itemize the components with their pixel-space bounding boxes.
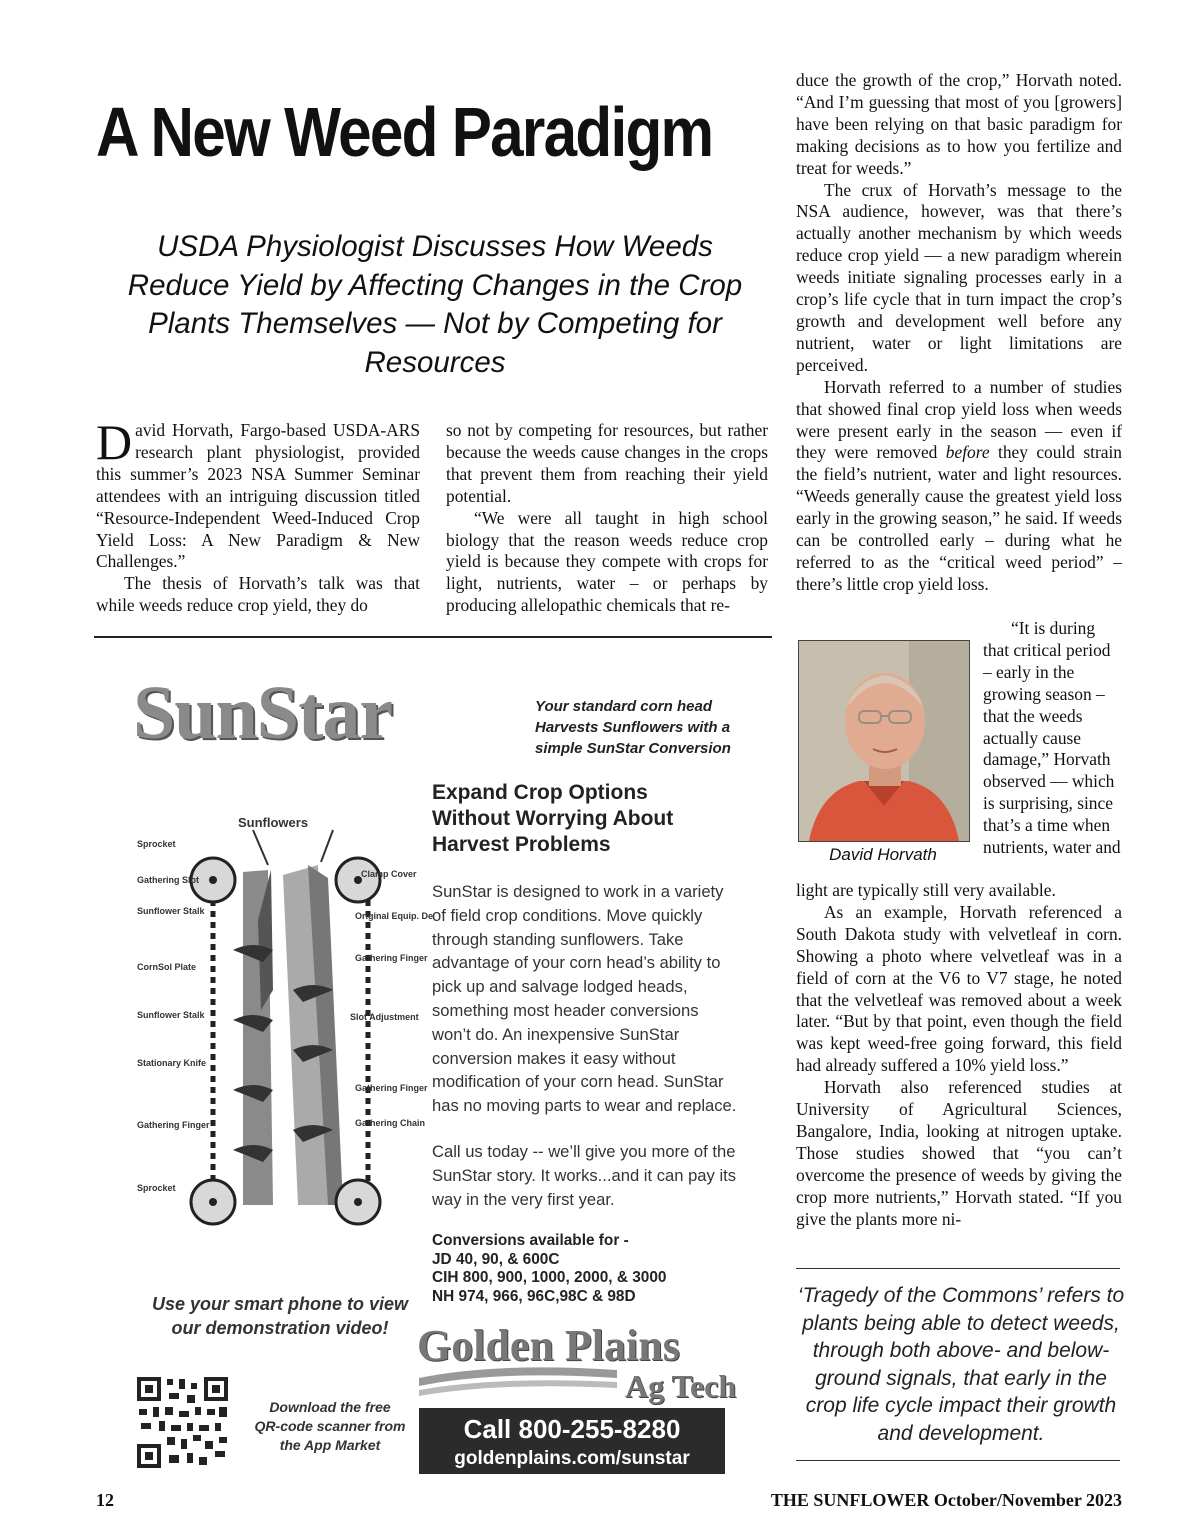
paragraph: Horvath also referenced studies at University of Agricultural Sciences, Bangalore, India, looking at nitrogen uptake. Those studies showed that “you can’t overcome the presence of weeds by giving the crop more nutrients,” Horvath stated. “If you give the plants more ni-	[796, 1077, 1122, 1229]
ad-heading: Expand Crop Options Without Worrying About Harvest Problems	[432, 781, 674, 856]
portrait-photo	[798, 640, 970, 842]
sunstar-advertisement	[95, 640, 775, 1480]
diagram-label-left: Sprocket	[137, 839, 176, 849]
website-url: goldenplains.com/sunstar	[454, 1448, 690, 1469]
diagram-label-right: Original Equip. De	[355, 911, 433, 921]
article-column-3-continued	[796, 880, 1122, 1231]
diagram-label-left: Gathering Finger	[137, 1120, 210, 1130]
article-column-1	[96, 414, 420, 617]
drop-cap: D	[96, 414, 133, 470]
diagram-label-right: Gathering Finger	[355, 953, 428, 963]
paragraph: “It is during that critical period – early in the growing season – that the weeds actually cause damage,” Horvath observed — which is surprising, since that’s a time when nutrients, water and	[983, 618, 1121, 858]
qr-code	[135, 1375, 230, 1470]
sunstar-diagram	[133, 810, 433, 1255]
diagram-label-left: Sunflower Stalk	[137, 906, 205, 916]
pull-quote-rule-top	[796, 1268, 1120, 1269]
company-subname: Ag Tech	[625, 1368, 737, 1404]
section-divider	[94, 636, 772, 638]
qr-instructions: Download the free QR-code scanner from the App Market	[254, 1399, 406, 1453]
diagram-label-left: Sunflower Stalk	[137, 1010, 205, 1020]
paragraph: As an example, Horvath referenced a South Dakota study with velvetleaf in corn. Showing a photo where velvetleaf was in a field of corn at the V6 to V7 stage, he noted that the velvetleaf was removed about a week later. “But by that point, even though the field was kept weed-free going forward, this field had already suffered a 10% yield loss.”	[796, 901, 1122, 1076]
article-column-3	[796, 70, 1122, 596]
paragraph: avid Horvath, Fargo-based USDA-ARS research plant physiologist, provided this summer’s 2023 NSA Summer Seminar attendees with an intriguing discussion titled “Resource-Independent Weed-Induced Crop Yield Loss: A New Paradigm & New Challenges.”	[96, 420, 420, 572]
headline: A New Weed Paradigm	[96, 93, 713, 171]
diagram-label-right: Gathering Finger	[355, 1083, 428, 1093]
diagram-label-right: Gathering Chain	[355, 1118, 426, 1128]
phone-number: Call 800-255-8280	[463, 1414, 681, 1444]
paragraph: duce the growth of the crop,” Horvath noted. “And I’m guessing that most of you [growers] have been relying on that basic paradigm for making decisions as to how you fertilize and treat for weeds.”	[796, 70, 1122, 178]
diagram-title: Sunflowers	[238, 815, 309, 830]
diagram-label-right: Clamp Cover	[361, 869, 417, 879]
paragraph: Horvath referred to a number of studies that showed final crop yield loss when weeds were present early in the season — even if they were removed before they could strain the field’s nutrient, water and light resources. “Weeds generally cause the greatest yield loss early in the growing season,” he said. If weeds can be controlled early – during what he referred to as the “critical weed period” – there’s little crop yield loss.	[796, 376, 1122, 594]
article-column-2	[446, 420, 768, 617]
photo-caption: David Horvath	[829, 845, 937, 864]
video-callout: Use your smart phone to view our demonstration video!	[151, 1294, 409, 1338]
diagram-label-left: Stationary Knife	[137, 1058, 207, 1068]
brand-logo: SunStar	[133, 671, 393, 755]
paragraph: The thesis of Horvath’s talk was that while weeds reduce crop yield, they do	[96, 573, 420, 616]
conversions-list: Conversions available for - JD 40, 90, & 600C CIH 800, 900, 1000, 2000, & 3000 NH 974, 966, 96C,98C & 98D	[432, 1232, 667, 1305]
paragraph: The crux of Horvath’s message to the NSA audience, however, was that there’s actually another mechanism by which weeds reduce crop yield — a new paradigm wherein weeds initiate signaling processes early in a crop’s life cycle that in turn impact the crop’s growth and development well before any nutrient, water or light limitations are perceived.	[796, 179, 1122, 375]
diagram-label-left: Gathering Slot	[137, 875, 200, 885]
subheadline: USDA Physiologist Discusses How Weeds Reduce Yield by Affecting Changes in the Crop Plants Themselves — Not by Competing for Resources	[127, 230, 743, 379]
diagram-label-left: CornSol Plate	[137, 962, 197, 972]
diagram-label-right: Slot Adjustment	[350, 1012, 419, 1022]
paragraph: light are typically still very available.	[796, 880, 1056, 900]
ad-tagline: Your standard corn head Harvests Sunflowers with a simple SunStar Conversion	[535, 698, 731, 757]
paragraph: so not by competing for resources, but rather because the weeds cause changes in the crops that prevent them from reaching their yield potential.	[446, 420, 768, 506]
ad-body: SunStar is designed to work in a variety of field crop conditions. Move quickly through standing sunflowers. Take advantage of your corn head’s ability to pick up and salvage lodged heads, something most header conversions won’t do. An inexpensive SunStar conversion makes it easy without modification of your corn head. SunStar has no moving parts to wear and replace.	[432, 882, 737, 1116]
pull-quote-rule-bottom	[796, 1460, 1120, 1461]
publication-footer: THE SUNFLOWER October/November 2023	[770, 1490, 1122, 1510]
ad-call-text: Call us today -- we’ll give you more of the SunStar story. It works...and it can pay its way in the very first year.	[432, 1142, 737, 1209]
paragraph: “We were all taught in high school biology that the reason weeds reduce crop yield is because they compete with crops for light, nutrients, water – or perhaps by producing allelopathic chemicals that re-	[446, 507, 768, 616]
wrapped-text	[983, 618, 1123, 859]
company-name: Golden Plains	[417, 1321, 680, 1370]
diagram-label-left: Sprocket	[137, 1183, 176, 1193]
pull-quote: ‘Tragedy of the Commons’ refers to plants being able to detect weeds, through both above- and below-ground signals, that early in the crop life cycle impact their growth and development.	[797, 1284, 1125, 1445]
page-number: 12	[96, 1490, 114, 1510]
